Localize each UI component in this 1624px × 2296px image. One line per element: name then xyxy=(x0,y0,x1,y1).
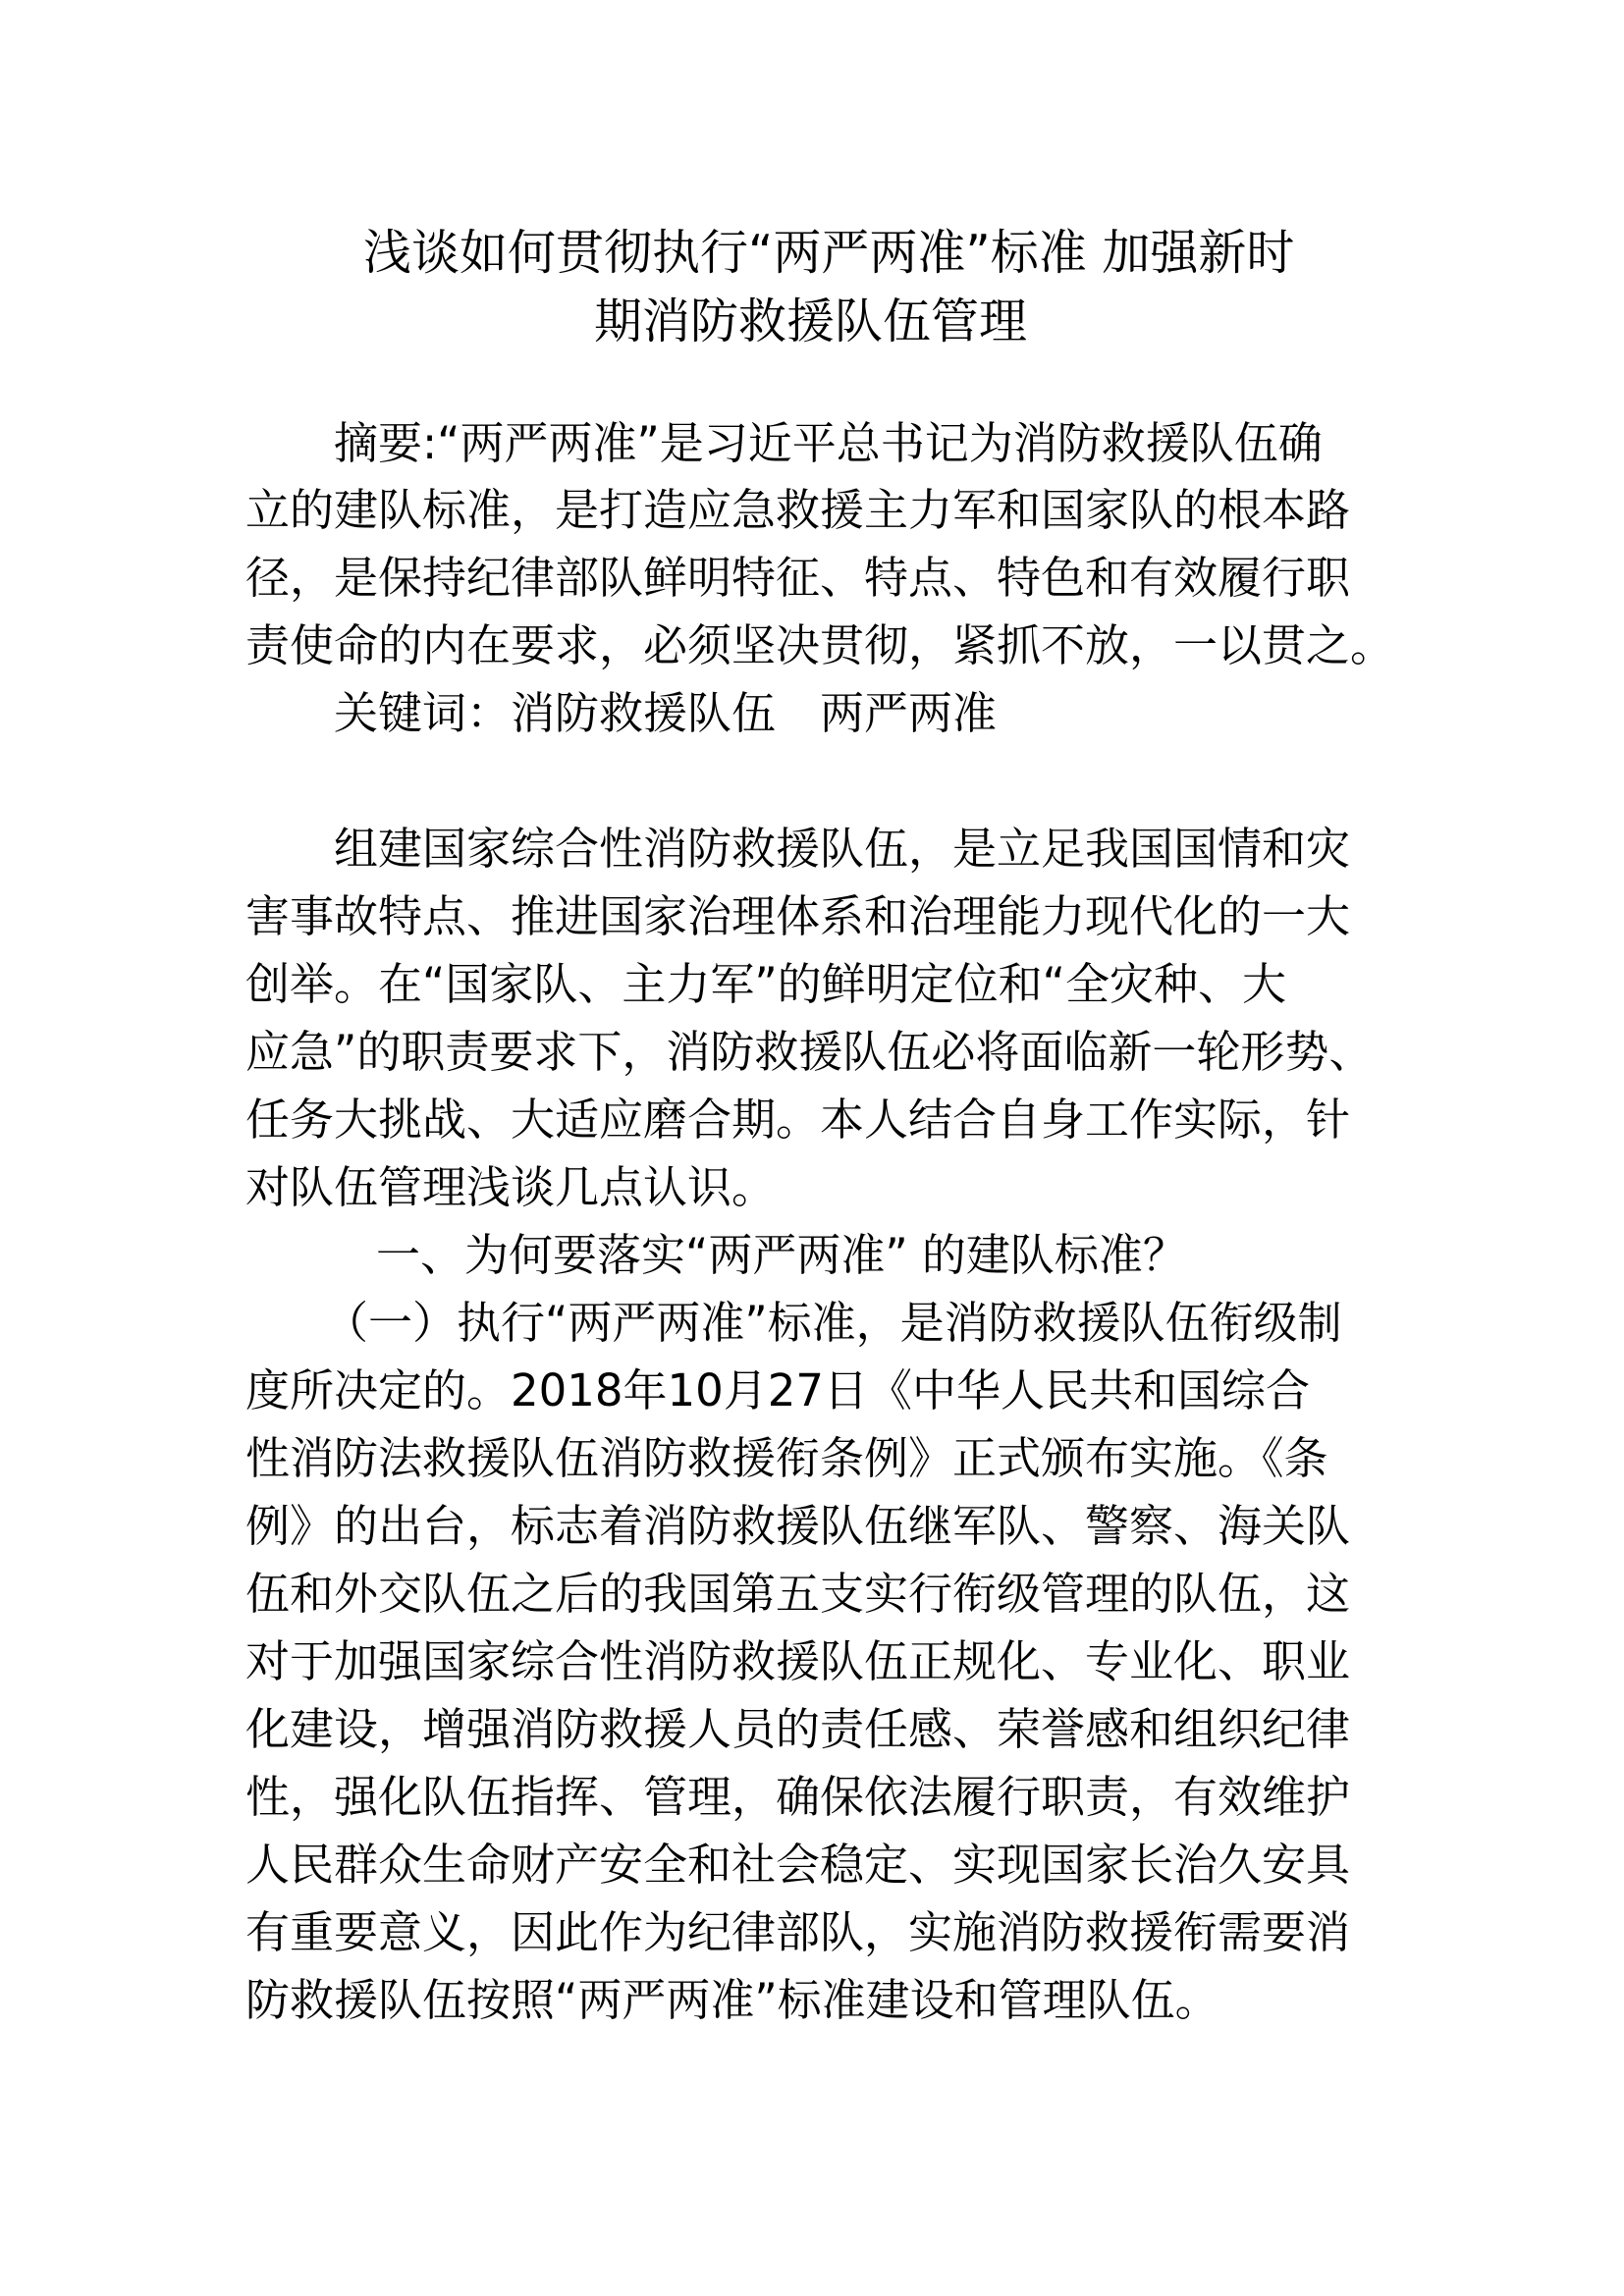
section1-line-10: 有重要意义，因此作为纪律部队，实施消防救援衔需要消 xyxy=(245,1906,1351,1958)
intro-line-5: 任务大挑战、大适应磨合期。本人结合自身工作实际，针 xyxy=(245,1094,1351,1146)
abstract-line-3: 径，是保持纪律部队鲜明特征、特点、特色和有效履行职 xyxy=(245,552,1351,604)
section1-line-4: 例》的出台，标志着消防救援队伍继军队、警察、海关队 xyxy=(245,1500,1351,1552)
section1-line-7: 化建设，增强消防救援人员的责任感、荣誉感和组织纪律 xyxy=(245,1703,1351,1755)
abstract-line-4: 责使命的内在要求，必须坚决贯彻，紧抓不放，一以贯之。 xyxy=(245,619,1395,671)
intro-line-4: 应急”的职责要求下，消防救援队伍必将面临新一轮形势、 xyxy=(245,1026,1374,1078)
document-title-line-2: 期消防救援队伍管理 xyxy=(594,294,1028,349)
section1-line-6: 对于加强国家综合性消防救援队伍正规化、专业化、职业 xyxy=(245,1635,1351,1687)
section1-line-9: 人民群众生命财产安全和社会稳定、实现国家长治久安具 xyxy=(245,1839,1351,1891)
section1-line-8: 性，强化队伍指挥、管理，确保依法履行职责，有效维护 xyxy=(245,1771,1351,1823)
intro-line-6: 对队伍管理浅谈几点认识。 xyxy=(245,1161,777,1213)
document-title-line-1: 浅谈如何贯彻执行“两严两准”标准 加强新时 xyxy=(363,225,1295,281)
intro-line-3: 创举。在“国家队、主力军”的鲜明定位和“全灾种、大 xyxy=(245,958,1286,1010)
section1-line-1: （一）执行“两严两准”标准，是消防救援队伍衔级制 xyxy=(324,1297,1342,1349)
section1-line-5: 伍和外交队伍之后的我国第五支实行衔级管理的队伍，这 xyxy=(245,1568,1351,1620)
section-heading: 一、为何要落实“两严两准” 的建队标准？ xyxy=(376,1229,1187,1281)
abstract-line-2: 立的建队标准，是打造应急救援主力军和国家队的根本路 xyxy=(245,484,1351,536)
section1-line-11: 防救援队伍按照“两严两准”标准建设和管理队伍。 xyxy=(245,1974,1219,2026)
abstract-line-1: 摘要:“两严两准”是习近平总书记为消防救援队伍确 xyxy=(334,417,1323,469)
keywords-line: 关键词：消防救援队伍 两严两准 xyxy=(334,687,998,739)
section1-line-2: 度所决定的。2018年10月27日《中华人民共和国综合 xyxy=(245,1364,1311,1416)
intro-line-1: 组建国家综合性消防救援队伍，是立足我国国情和灾 xyxy=(334,823,1351,875)
intro-line-2: 害事故特点、推进国家治理体系和治理能力现代化的一大 xyxy=(245,890,1351,942)
section1-line-3: 性消防法救援队伍消防救援衔条例》正式颁布实施。《条 xyxy=(245,1432,1328,1484)
